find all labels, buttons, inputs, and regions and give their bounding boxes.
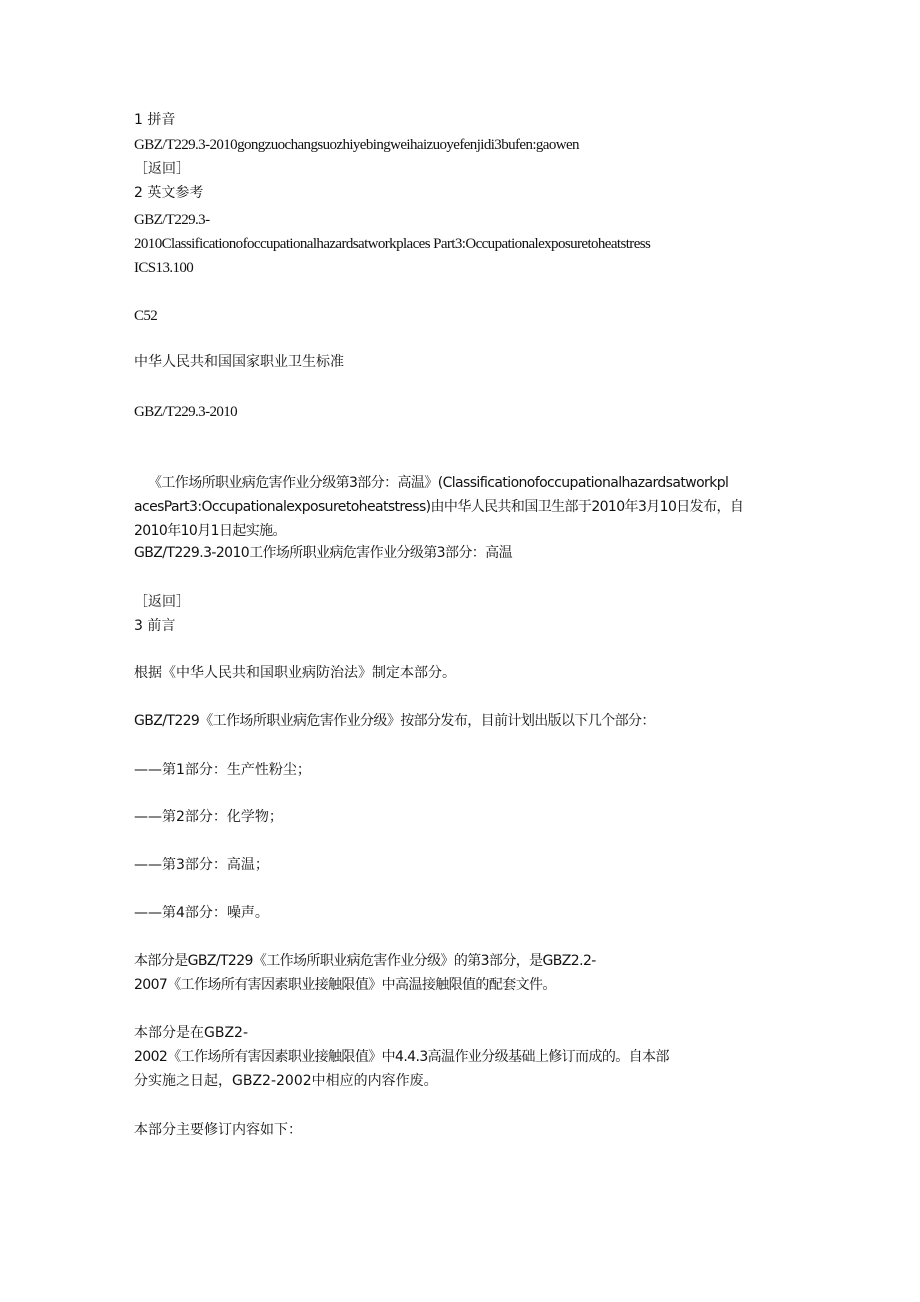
classification-code: C52 (134, 308, 158, 324)
back-link-2[interactable]: ［返回］ (134, 594, 190, 610)
section-heading-english: 2 英文参考 (134, 185, 204, 201)
revision-paragraph-line-1: 本部分是在GBZ2- (134, 1025, 249, 1041)
english-title: 2010Classificationofoccupationalhazardsatworkplaces Part3:Occupationalexposuretoheatstress (134, 236, 651, 252)
standard-number: GBZ/T229.3-2010 (134, 404, 238, 420)
back-link[interactable]: ［返回］ (134, 161, 190, 177)
preface-paragraph-2: GBZ/T229《工作场所职业病危害作业分级》按部分发布，目前计划出版以下几个部分： (134, 713, 655, 729)
section-heading-pinyin: 1 拼音 (134, 112, 176, 128)
preface-paragraph-1: 根据《中华人民共和国职业病防治法》制定本部分。 (134, 665, 456, 681)
section-heading-preface: 3 前言 (134, 618, 176, 634)
revision-paragraph-line-2: 2002《工作场所有害因素职业接触限值》中4.4.3高温作业分级基础上修订而成的。自本部 (134, 1049, 669, 1065)
english-code: GBZ/T229.3- (134, 212, 210, 228)
intro-paragraph-line-1: 《工作场所职业病危害作业分级第3部分：高温》(Classificationofoccupationalhazardsatworkpl (148, 475, 729, 491)
list-item-part-3: ——第3部分：高温； (134, 857, 269, 873)
scope-paragraph-line-2: 2007《工作场所有害因素职业接触限值》中高温接触限值的配套文件。 (134, 977, 556, 993)
standard-category: 中华人民共和国国家职业卫生标准 (134, 354, 344, 370)
intro-paragraph-line-3: 2010年10月1日起实施。 (134, 523, 286, 539)
revision-paragraph-line-3: 分实施之日起，GBZ2-2002中相应的内容作废。 (134, 1073, 438, 1089)
revision-list-intro: 本部分主要修订内容如下： (134, 1122, 302, 1138)
intro-paragraph-line-2: acesPart3:Occupationalexposuretoheatstress)由中华人民共和国卫生部于2010年3月10日发布，自 (134, 499, 744, 515)
list-item-part-2: ——第2部分：化学物； (134, 809, 283, 825)
list-item-part-1: ——第1部分：生产性粉尘； (134, 762, 311, 778)
pinyin-text: GBZ/T229.3-2010gongzuochangsuozhiyebingweihaizuoyefenjidi3bufen:gaowen (134, 137, 579, 153)
list-item-part-4: ——第4部分：噪声。 (134, 905, 269, 921)
scope-paragraph-line-1: 本部分是GBZ/T229《工作场所职业病危害作业分级》的第3部分，是GBZ2.2- (134, 953, 596, 969)
standard-full-title: GBZ/T229.3-2010工作场所职业病危害作业分级第3部分：高温 (134, 545, 512, 561)
ics-code: ICS13.100 (134, 260, 194, 276)
